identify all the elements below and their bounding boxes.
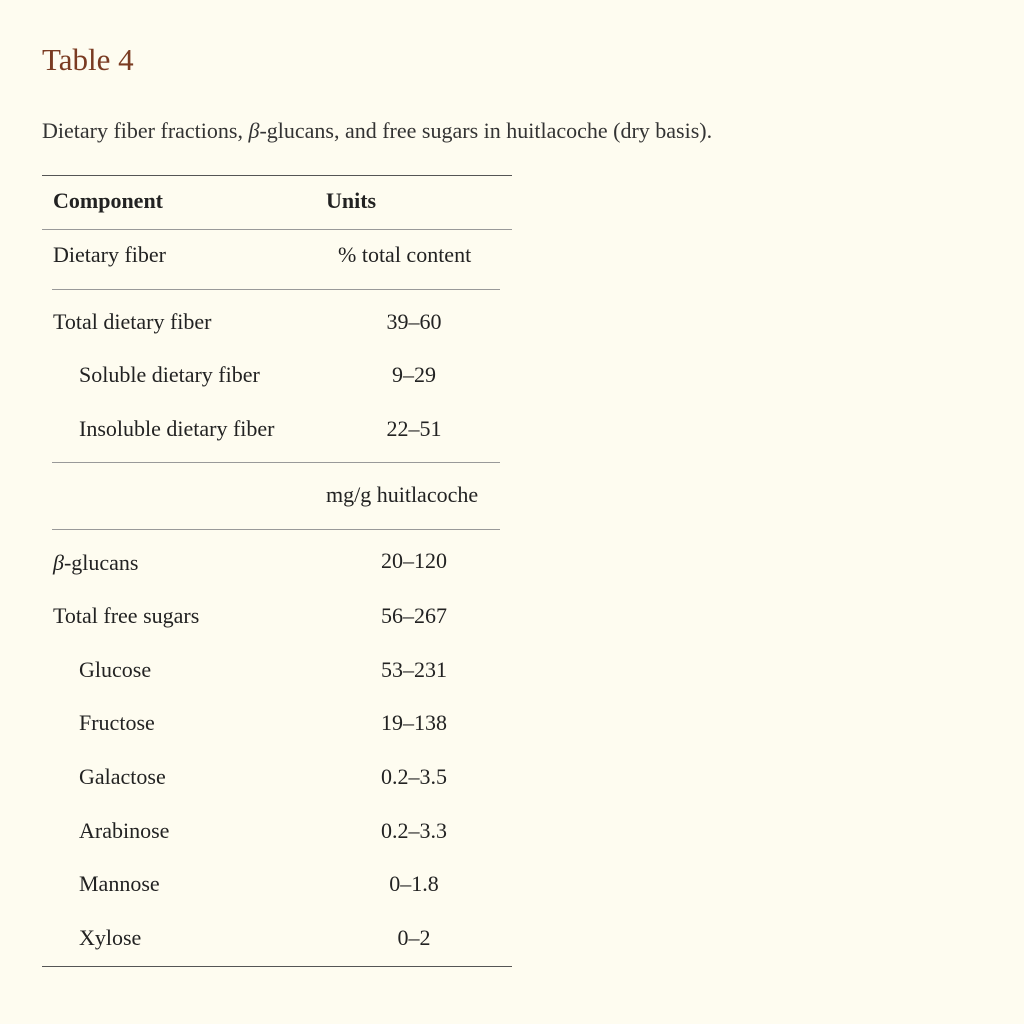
section-rule [52, 529, 500, 530]
beta-symbol: β [248, 118, 260, 143]
row-component: Insoluble dietary fiber [79, 416, 275, 441]
table-top-rule [42, 175, 512, 176]
row-value: 53–231 [381, 657, 447, 682]
section-rule [52, 462, 500, 463]
beta-symbol: β [53, 550, 64, 575]
row-component: Xylose [79, 925, 142, 950]
row-component: Arabinose [79, 818, 170, 843]
section-unit-percent: % total content [338, 242, 472, 267]
row-component: Total dietary fiber [53, 309, 212, 334]
row-component-text: -glucans [63, 550, 139, 575]
row-value: 0–2 [397, 925, 431, 950]
row-value: 0.2–3.5 [381, 764, 447, 789]
table-title: Table 4 [42, 42, 134, 77]
caption-text-start: Dietary fiber fractions, [42, 118, 249, 143]
row-value: 9–29 [392, 362, 436, 387]
row-component: Galactose [79, 764, 166, 789]
header-component: Component [53, 188, 164, 213]
section-unit-mg-per-g: mg/g huitlacoche [326, 482, 479, 507]
row-component: Soluble dietary fiber [79, 362, 260, 387]
table-caption [42, 116, 712, 146]
row-component: Mannose [79, 871, 160, 896]
section-label-dietary-fiber: Dietary fiber [53, 242, 166, 267]
section-rule [52, 289, 500, 290]
row-component: Total free sugars [53, 603, 200, 628]
row-component: Fructose [79, 710, 155, 735]
header-rule [42, 229, 512, 230]
row-value: 20–120 [381, 548, 447, 573]
row-component: Glucose [79, 657, 152, 682]
row-value: 56–267 [381, 603, 447, 628]
row-value: 0.2–3.3 [381, 818, 447, 843]
caption-text-end: -glucans, and free sugars in huitlacoche (dry basis). [259, 118, 713, 143]
row-value: 22–51 [386, 416, 442, 441]
row-value: 39–60 [386, 309, 442, 334]
row-value: 0–1.8 [389, 871, 439, 896]
table-bottom-rule [42, 966, 512, 967]
row-value: 19–138 [381, 710, 447, 735]
row-component [53, 549, 139, 577]
header-units: Units [326, 188, 377, 213]
